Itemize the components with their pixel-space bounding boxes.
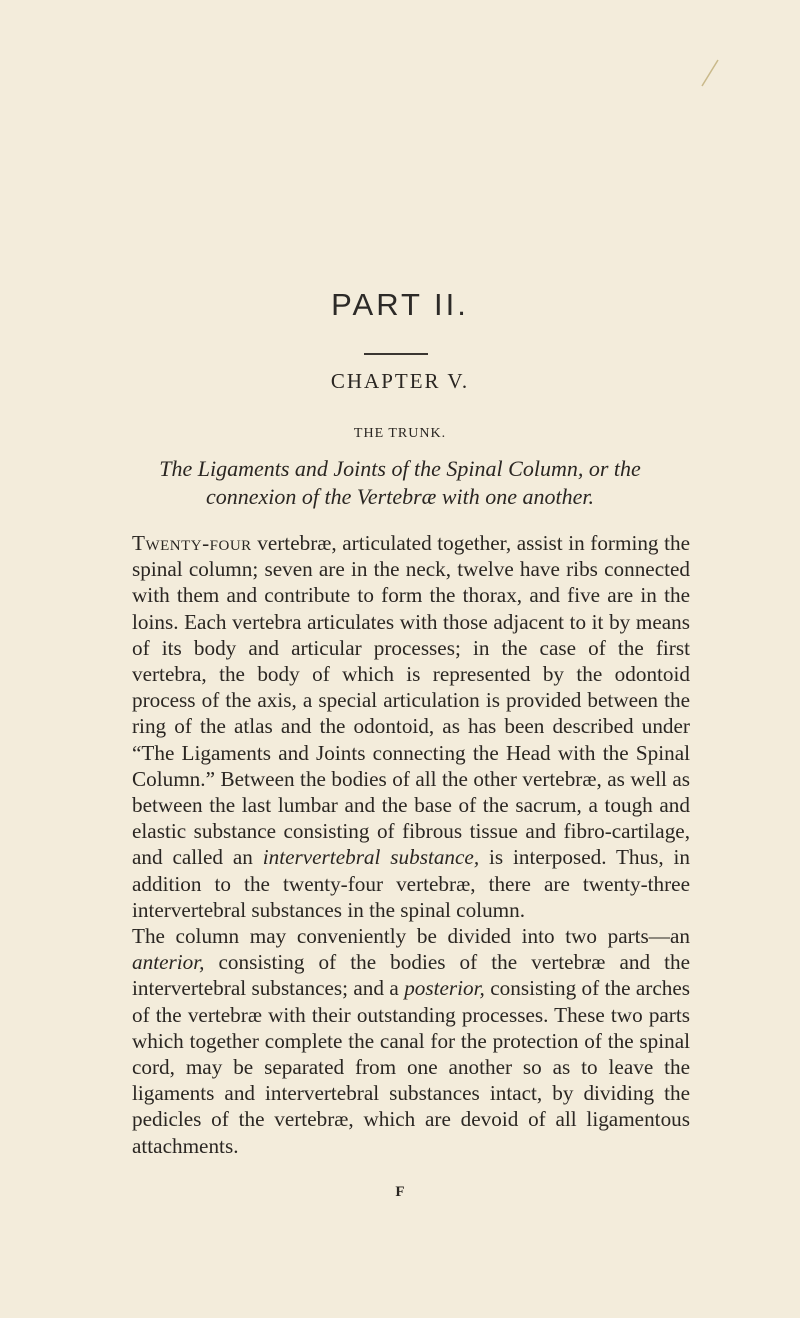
pencil-mark (700, 58, 720, 88)
paragraph-lead: Twenty-four (132, 531, 252, 555)
part-title: PART II. (331, 287, 469, 322)
chapter-title: CHAPTER V. (330, 369, 470, 393)
term-posterior: posterior, (404, 976, 485, 1001)
paragraph-2-text-c: consisting of the arches of the vertebræ with their outstanding processes. These two parts which together complete the canal for the protection of the spinal cord, may be separated from one another so as to leave the ligaments and intervertebral substances intact, by dividing the pedicles of the vertebræ, which are devoid of all ligamentous attachments. (132, 976, 690, 1158)
paragraph-1 (132, 530, 690, 923)
section-title: THE TRUNK. (353, 426, 447, 441)
chapter-subtitle: The Ligaments and Joints of the Spinal Column, or the connexion of the Vertebræ with one another. (159, 456, 641, 509)
paragraph-2-text-a: The column may conveniently be divided into two parts—an (132, 924, 690, 949)
term-intervertebral-substance: intervertebral substance, (262, 845, 480, 870)
body-text (132, 530, 690, 1159)
term-anterior: anterior, (132, 950, 205, 975)
signature-mark: F (395, 1184, 405, 1200)
paragraph-1-text-a: vertebræ, articulated together, assist in forming the spinal column; seven are in the neck, twelve have ribs connected with them and contribute to form the thorax, and five are in the loins. Each vertebra articulates with those adjacent to it by means of its body and articular processes; in the case of the first vertebra, the body of which is represented by the odontoid process of the axis, a special articulation is provided between the ring of the atlas and the odontoid, as has been described under “The Ligaments and Joints connecting the Head with the Spinal Column.” Between the bodies of all the other vertebræ, as well as between the last lumbar and the base of the sacrum, a tough and elastic substance consisting of fibrous tissue and fibro-cartilage, and called an (132, 531, 690, 870)
paragraph-2 (132, 923, 690, 1159)
divider-rule (364, 353, 428, 355)
paragraph-2-text-b: consisting of the bodies of the vertebræ and the intervertebral substances; and a (132, 950, 690, 1001)
paragraph-1-text-b: is interposed. Thus, in addition to the twenty-four vertebræ, there are twenty-three intervertebral substances in the spinal column. (132, 845, 690, 922)
